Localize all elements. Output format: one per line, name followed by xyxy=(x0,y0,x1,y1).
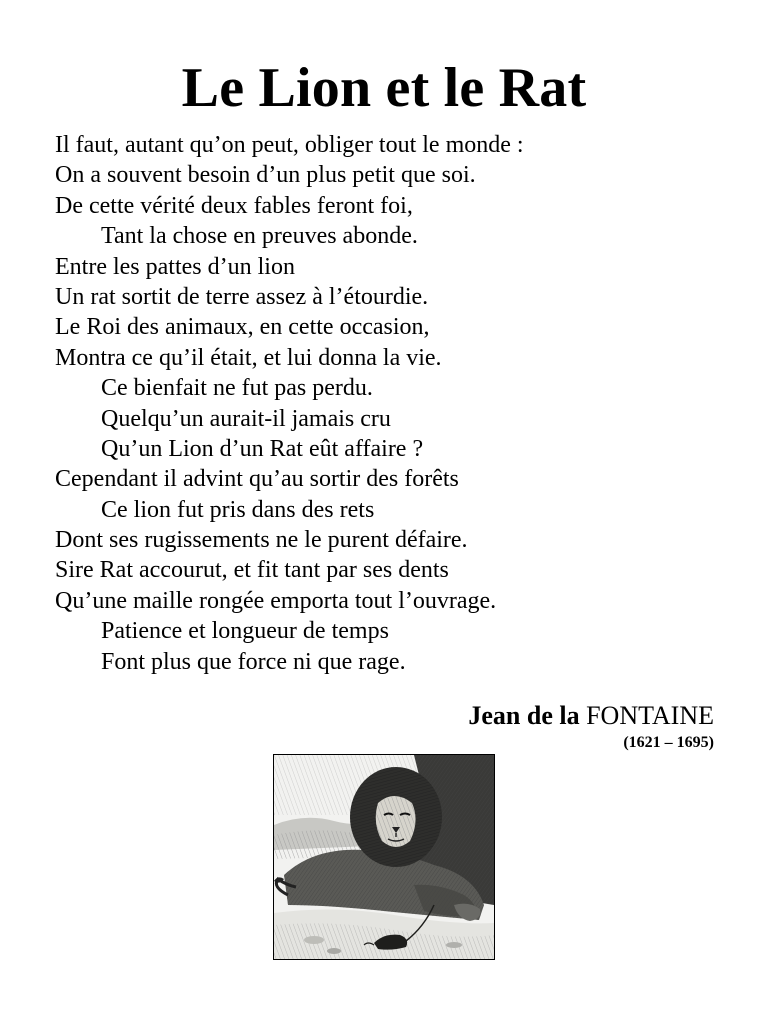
verse-line: Cependant il advint qu’au sortir des forêts xyxy=(55,466,459,493)
verse-line: Patience et longueur de temps xyxy=(101,618,389,645)
verse-line: Il faut, autant qu’on peut, obliger tout le monde : xyxy=(55,132,524,158)
verse-line: Le Roi des animaux, en cette occasion, xyxy=(55,314,430,341)
verse-line: De cette vérité deux fables feront foi, xyxy=(55,192,413,219)
verse-line: Qu’un Lion d’un Rat eût affaire ? xyxy=(101,435,424,462)
verse-line: Entre les pattes d’un lion xyxy=(55,253,295,280)
verse-line: Ce lion fut pris dans des rets xyxy=(101,496,375,523)
verse-line: Sire Rat accourut, et fit tant par ses dents xyxy=(55,557,449,584)
verse-line: Font plus que force ni que rage. xyxy=(101,648,406,675)
verse-line: Un rat sortit de terre assez à l’étourdie. xyxy=(55,283,429,310)
verse-line: Tant la chose en preuves abonde. xyxy=(101,223,418,250)
author-last-name: FONTAINE xyxy=(586,701,714,730)
lion-and-rat-engraving xyxy=(273,754,495,960)
verse-line: Dont ses rugissements ne le purent défaire. xyxy=(55,527,468,554)
verse-line: Montra ce qu’il était, et lui donna la vie. xyxy=(55,344,442,371)
author-signature xyxy=(468,700,714,732)
engraving-illustration xyxy=(274,755,494,959)
poem-body xyxy=(55,130,735,677)
verse-line: Ce bienfait ne fut pas perdu. xyxy=(101,375,373,402)
poem-title: Le Lion et le Rat xyxy=(181,57,587,119)
verse-line: Qu’une maille rongée emporta tout l’ouvrage. xyxy=(55,587,497,614)
author-first-name: Jean de la xyxy=(468,701,580,730)
author-dates: (1621 – 1695) xyxy=(623,734,714,751)
verse-line: On a souvent besoin d’un plus petit que soi. xyxy=(55,162,476,189)
verse-line: Quelqu’un aurait-il jamais cru xyxy=(101,405,391,432)
